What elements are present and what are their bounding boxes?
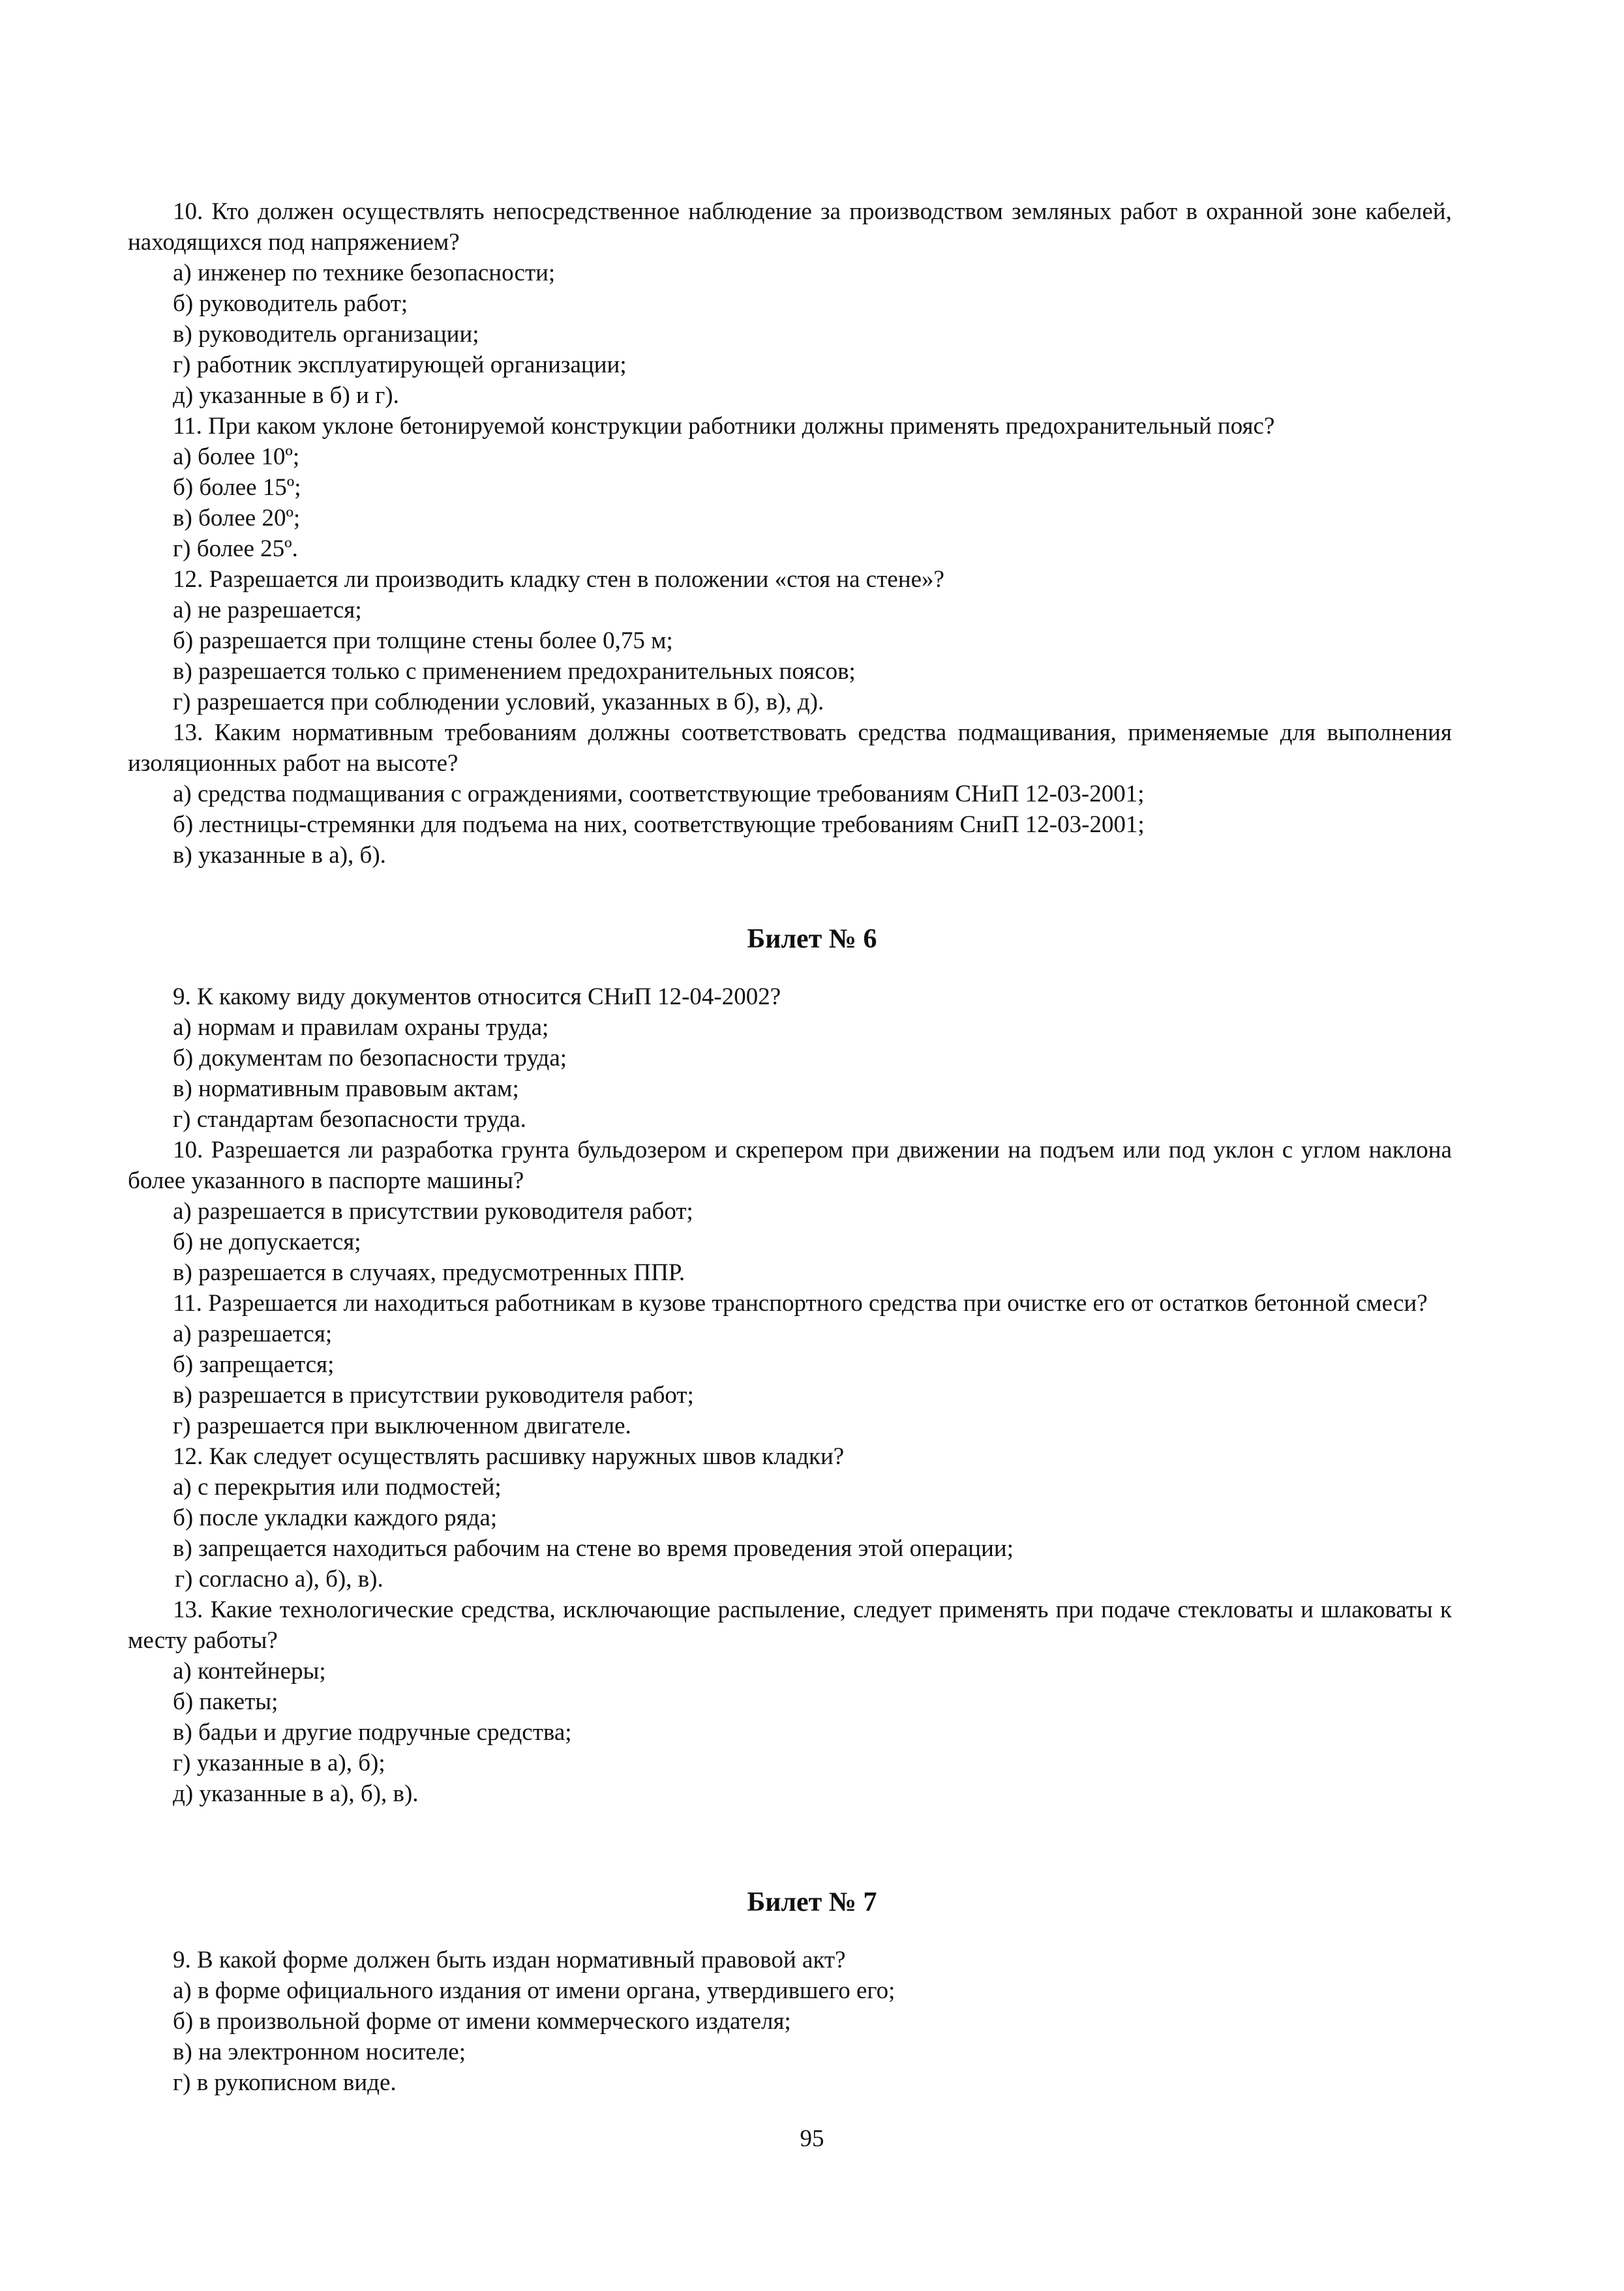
answer-option: а) разрешается в присутствии руководителя работ;: [173, 1198, 693, 1225]
answer-option: б) в произвольной форме от имени коммерческого издателя;: [173, 2008, 791, 2035]
answer-option: в) запрещается находиться рабочим на стене во время проведения этой операции;: [173, 1535, 1014, 1562]
answer-option: б) документам по безопасности труда;: [173, 1045, 567, 1071]
question-11: 11. Разрешается ли находиться работникам в кузове транспортного средства при очистке его от остатков бетонной смеси?: [173, 1290, 1428, 1317]
answer-option: г) указанные в а), б);: [173, 1750, 385, 1776]
question-list-previous-ticket: [128, 196, 1452, 871]
answer-option: д) указанные в б) и г).: [173, 382, 399, 409]
question-12: 12. Разрешается ли производить кладку стен в положении «стоя на стене»?: [173, 566, 944, 593]
answer-option: г) работник эксплуатирующей организации;: [173, 352, 627, 378]
answer-option: г) разрешается при соблюдении условий, указанных в б), в), д).: [173, 689, 824, 715]
answer-option: б) не допускается;: [173, 1229, 361, 1255]
answer-option: б) разрешается при толщине стены более 0,75 м;: [173, 627, 673, 654]
ticket-7-heading: Билет № 7: [747, 1887, 877, 1917]
answer-option: в) более 20º;: [173, 505, 301, 532]
ticket-6-heading: Билет № 6: [747, 924, 877, 954]
answer-option: г) согласно а), б), в).: [175, 1566, 383, 1593]
question-list-ticket-6: [128, 981, 1452, 1809]
page-number: 95: [800, 2125, 824, 2152]
answer-option: в) нормативным правовым актам;: [173, 1075, 519, 1102]
answer-option: а) не разрешается;: [173, 597, 362, 623]
answer-option: б) после укладки каждого ряда;: [173, 1505, 498, 1531]
question-13: 13. Каким нормативным требованиям должны соответствовать средства подмащивания, применяемые для выполнения изоляционных работ на высоте?: [128, 719, 1452, 777]
question-13: 13. Какие технологические средства, исключающие распыление, следует применять при подаче стекловаты и шлаковаты к месту работы?: [128, 1596, 1452, 1654]
question-9: 9. К какому виду документов относится СНиП 12-04-2002?: [173, 983, 781, 1010]
question-list-ticket-7: [128, 1945, 1452, 2098]
answer-option: в) разрешается в присутствии руководителя работ;: [173, 1382, 694, 1409]
answer-option: б) запрещается;: [173, 1351, 335, 1378]
answer-option: а) с перекрытия или подмостей;: [173, 1474, 502, 1501]
question-12: 12. Как следует осуществлять расшивку наружных швов кладки?: [173, 1443, 845, 1470]
answer-option: г) разрешается при выключенном двигателе.: [173, 1413, 631, 1439]
answer-option: а) нормам и правилам охраны труда;: [173, 1014, 549, 1041]
answer-option: а) более 10º;: [173, 443, 300, 470]
answer-option: а) средства подмащивания с ограждениями, соответствующие требованиям СНиП 12-03-2001;: [173, 781, 1145, 807]
question-10: 10. Кто должен осуществлять непосредственное наблюдение за производством земляных работ в охранной зоне кабелей, находящихся под напряжением?: [128, 198, 1452, 256]
answer-option: б) более 15º;: [173, 474, 301, 501]
answer-option: д) указанные в а), б), в).: [173, 1780, 419, 1807]
answer-option: а) контейнеры;: [173, 1658, 326, 1685]
answer-option: в) разрешается в случаях, предусмотренных ППР.: [173, 1259, 685, 1286]
answer-option: а) разрешается;: [173, 1321, 333, 1347]
answer-option: г) стандартам безопасности труда.: [173, 1106, 526, 1133]
answer-option: в) указанные в а), б).: [173, 842, 386, 869]
answer-option: а) в форме официального издания от имени органа, утвердившего его;: [173, 1977, 895, 2004]
answer-option: в) на электронном носителе;: [173, 2039, 466, 2065]
question-9: 9. В какой форме должен быть издан нормативный правовой акт?: [173, 1947, 846, 1973]
answer-option: в) бадьи и другие подручные средства;: [173, 1719, 572, 1746]
question-10: 10. Разрешается ли разработка грунта бульдозером и скрепером при движении на подъем или под уклон с углом наклона более указанного в паспорте машины?: [128, 1137, 1452, 1194]
answer-option: б) лестницы-стремянки для подъема на них, соответствующие требованиям СниП 12-03-2001;: [173, 811, 1145, 838]
answer-option: в) разрешается только с применением предохранительных поясов;: [173, 658, 856, 685]
answer-option: б) пакеты;: [173, 1688, 278, 1715]
answer-option: г) более 25º.: [173, 535, 298, 562]
question-11: 11. При каком уклоне бетонируемой конструкции работники должны применять предохранительный пояс?: [173, 413, 1275, 440]
answer-option: б) руководитель работ;: [173, 290, 408, 317]
answer-option: а) инженер по технике безопасности;: [173, 260, 556, 286]
answer-option: г) в рукописном виде.: [173, 2069, 397, 2096]
answer-option: в) руководитель организации;: [173, 321, 479, 348]
